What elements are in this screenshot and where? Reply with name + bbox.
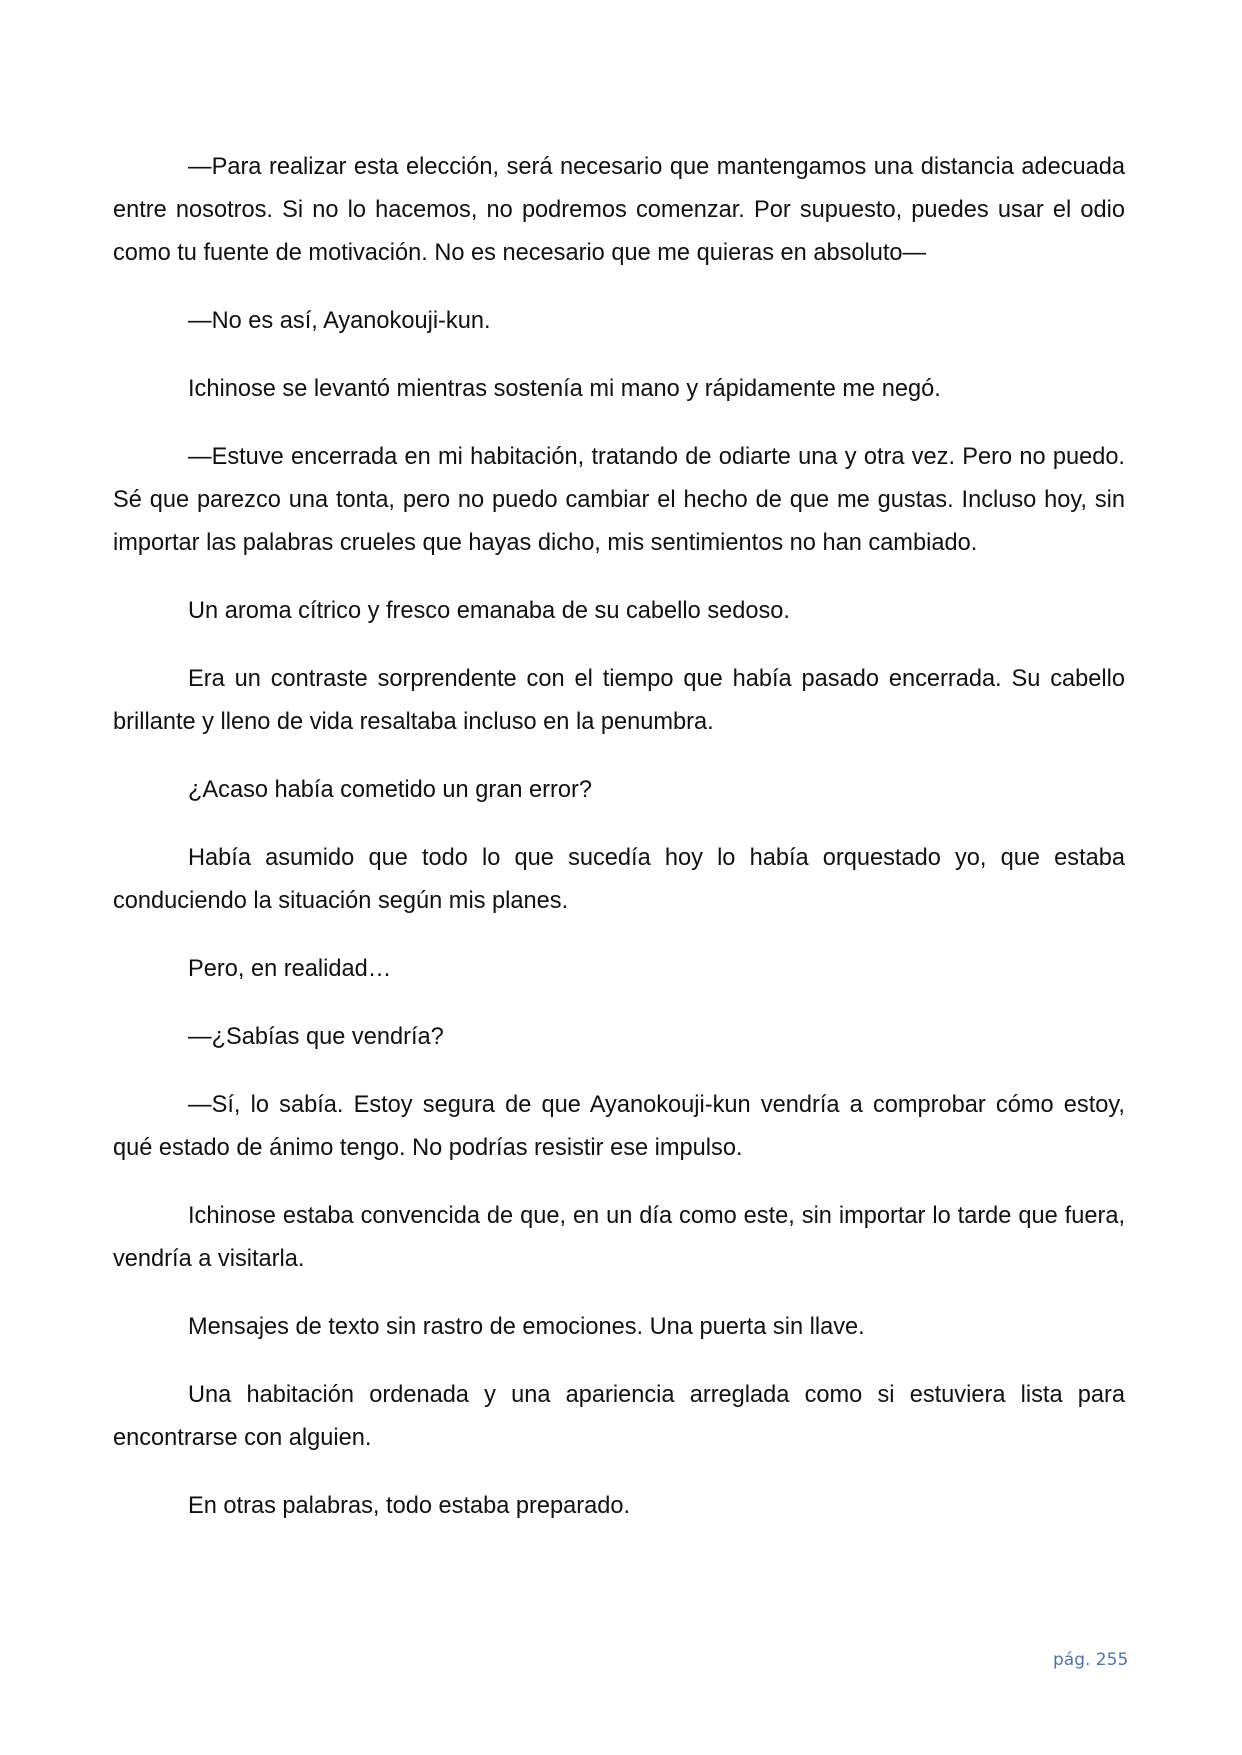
- paragraph: —No es así, Ayanokouji-kun.: [188, 308, 491, 334]
- paragraph: Ichinose estaba convencida de que, en un día como este, sin importar lo tarde que fuera, vendría a visitarla.: [113, 1203, 1125, 1272]
- paragraph: Ichinose se levantó mientras sostenía mi mano y rápidamente me negó.: [188, 376, 941, 402]
- paragraph: —¿Sabías que vendría?: [188, 1024, 444, 1050]
- paragraph: Había asumido que todo lo que sucedía hoy lo había orquestado yo, que estaba conduciendo la situación según mis planes.: [113, 845, 1125, 914]
- paragraph: Era un contraste sorprendente con el tiempo que había pasado encerrada. Su cabello brillante y lleno de vida resaltaba incluso en la penumbra.: [113, 666, 1125, 735]
- paragraph: Una habitación ordenada y una apariencia arreglada como si estuviera lista para encontrarse con alguien.: [113, 1382, 1125, 1451]
- body-text: [113, 146, 1125, 1553]
- paragraph: Pero, en realidad…: [188, 956, 392, 982]
- paragraph: —Estuve encerrada en mi habitación, tratando de odiarte una y otra vez. Pero no puedo. Sé que parezco una tonta, pero no puedo cambiar el hecho de que me gustas. Incluso hoy, sin importar las palabras crueles que hayas dicho, mis sentimientos no han cambiado.: [113, 444, 1125, 556]
- paragraph: —Sí, lo sabía. Estoy segura de que Ayanokouji-kun vendría a comprobar cómo estoy, qué estado de ánimo tengo. No podrías resistir ese impulso.: [113, 1092, 1125, 1161]
- paragraph: Un aroma cítrico y fresco emanaba de su cabello sedoso.: [188, 598, 790, 624]
- paragraph: —Para realizar esta elección, será necesario que mantengamos una distancia adecuada entre nosotros. Si no lo hacemos, no podremos comenzar. Por supuesto, puedes usar el odio como tu fuente de motivación. No es necesario que me quieras en absoluto—: [113, 154, 1125, 266]
- paragraph: ¿Acaso había cometido un gran error?: [188, 777, 592, 803]
- paragraph: Mensajes de texto sin rastro de emociones. Una puerta sin llave.: [188, 1314, 865, 1340]
- paragraph: En otras palabras, todo estaba preparado.: [188, 1493, 631, 1519]
- page-number: pág. 255: [1053, 1650, 1129, 1670]
